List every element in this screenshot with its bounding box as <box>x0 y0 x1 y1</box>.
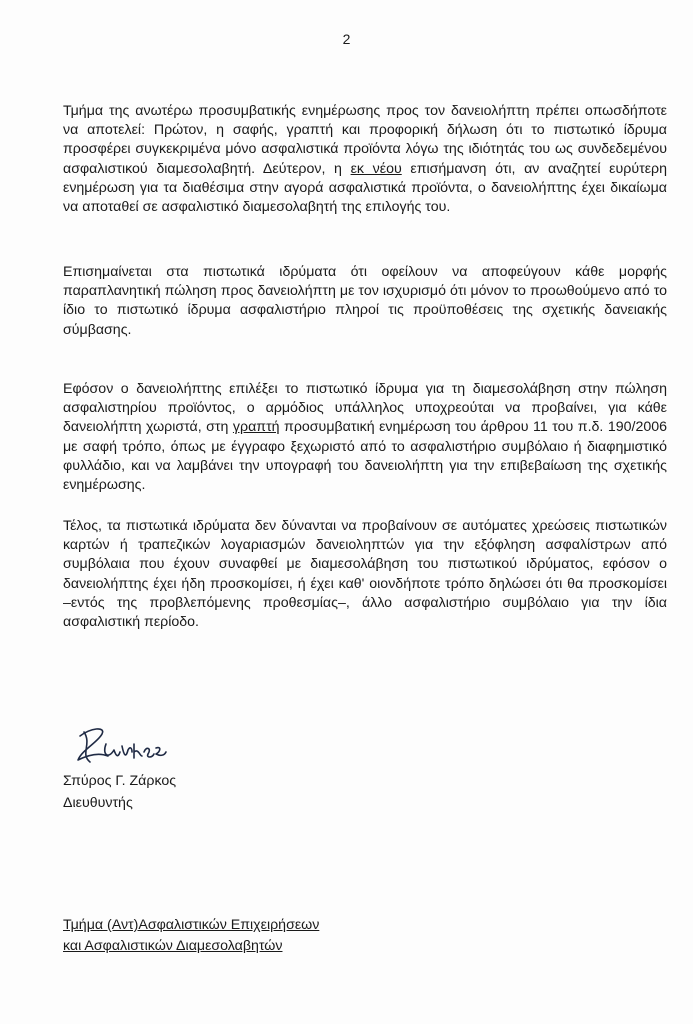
underlined-phrase: εκ νέου <box>350 160 402 177</box>
page-number: 2 <box>342 31 351 47</box>
paragraph-text: Εφόσον ο δανειολήπτης επιλέξει το πιστωτικό ίδρυμα για τη διαμεσολάβηση στην πώληση ασφαλιστηρίου προϊόντος, ο αρμόδιος υπάλληλος υποχρεούται να προβαίνει, για κάθε δανειολήπτη χωριστά, στη <box>63 381 667 436</box>
department-block <box>63 915 319 957</box>
paragraph-misleading-sales: Επισημαίνεται στα πιστωτικά ιδρύματα ότι οφείλουν να αποφεύγουν κάθε μορφής παραπλανητική πώληση προς δανειολήπτη με τον ισχυρισμό ότι μόνον το προωθούμενο από το ίδιο το πιστωτικό ίδρυμα ασφαλιστήριο πληροί τις προϋποθέσεις της σχετικής δανειακής σύμβασης. <box>63 264 667 338</box>
paragraph-text: προσυμβατική ενημέρωση του άρθρου 11 του π.δ. 190/2006 με σαφή τρόπο, όπως με έγγραφο ξεχωριστό από το ασφαλιστήριο συμβόλαιο ή διαφημιστικό φυλλάδιο, και να λαμβάνει την υπογραφή του δανειολήπτη για την επιβεβαίωση της σχετικής ενημέρωσης. <box>63 419 667 494</box>
signer-title: Διευθυντής <box>63 795 133 811</box>
paragraph-disclosure-requirements <box>63 102 667 217</box>
department-line: Τμήμα (Αντ)Ασφαλιστικών Επιχειρήσεων <box>63 917 320 933</box>
handwritten-signature <box>72 722 172 774</box>
paragraph-written-information <box>63 380 667 495</box>
department-line: και Ασφαλιστικών Διαμεσολαβητών <box>63 938 283 954</box>
paragraph-text: επισήμανση ότι, αν αναζητεί ευρύτερη ενημέρωση για τα διαθέσιμα στην αγορά ασφαλιστικά προϊόντα, ο δανειολήπτης έχει δικαίωμα να αποταθεί σε ασφαλιστικό διαμεσολαβητή της επιλογής του. <box>63 160 667 216</box>
paragraph-automatic-charges: Τέλος, τα πιστωτικά ιδρύματα δεν δύνανται να προβαίνουν σε αυτόματες χρεώσεις πιστωτικών καρτών ή τραπεζικών λογαριασμών δανειοληπτών για την εξόφληση ασφαλίστρων από συμβόλαια που έχουν συναφθεί με διαμεσολάβηση του πιστωτικού ιδρύματος, εφόσον ο δανειολήπτης έχει ήδη προσκομίσει, ή έχει καθ' οιονδήποτε τρόπο δηλώσει ότι θα προσκομίσει –εντός της προβλεπόμενης προθεσμίας–, άλλο ασφαλιστήριο συμβόλαιο για την ίδια ασφαλιστική περίοδο. <box>63 518 667 631</box>
underlined-phrase: γραπτή <box>232 419 280 436</box>
paragraph-text: Τμήμα της ανωτέρω προσυμβατικής ενημέρωσης προς τον δανειολήπτη πρέπει οπωσδήποτε να αποτελεί: Πρώτον, η σαφής, γραπτή και προφορική δήλωση ότι το πιστωτικό ίδρυμα προσφέρει συγκεκριμένα μόνο ασφαλιστικά προϊόντα λόγω της ιδιότητάς του ως συνδεδεμένου ασφαλιστικού διαμεσολαβητή. Δεύτερον, η <box>63 103 667 177</box>
signer-name: Σπύρος Γ. Ζάρκος <box>63 773 177 789</box>
